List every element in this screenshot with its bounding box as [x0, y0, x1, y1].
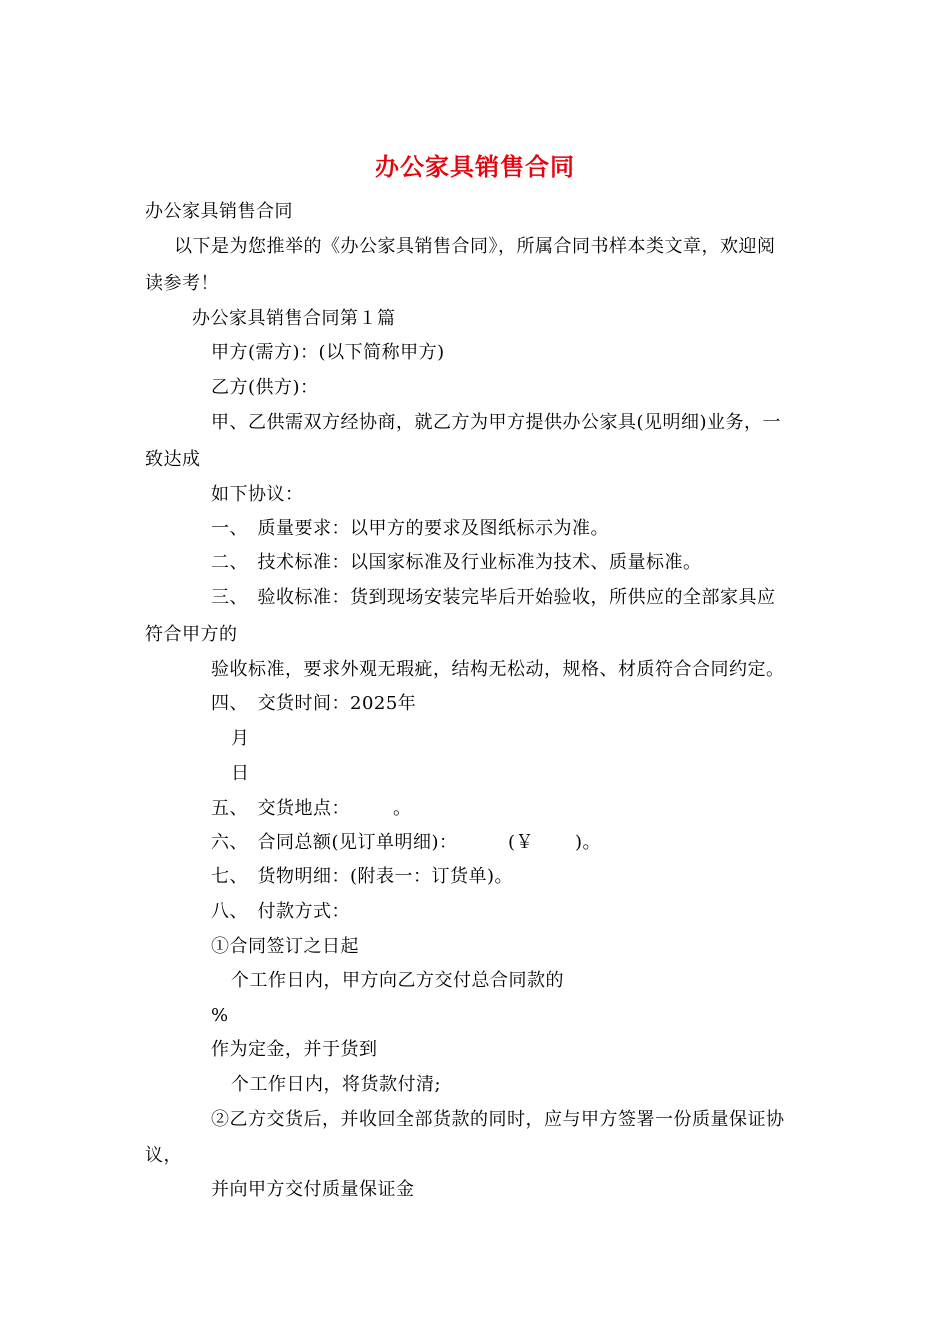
clause-1: 一、 质量要求：以甲方的要求及图纸标示为准。	[211, 518, 609, 539]
clause-5: 五、 交货地点：	[211, 798, 350, 819]
agreement-line-3: 如下协议：	[211, 484, 304, 505]
clause-6: 六、 合同总额(见订单明细)：	[211, 832, 458, 853]
clause-4: 四、 交货时间：2025年	[211, 693, 417, 714]
party-b: 乙方(供方)：	[211, 377, 319, 398]
payment-1-line-1: ①合同签订之日起	[211, 936, 359, 957]
doc-subtitle: 办公家具销售合同	[145, 201, 293, 222]
clause-6-amount-open: (￥	[508, 832, 535, 853]
payment-2-line-1: ②乙方交货后，并收回全部货款的同时，应与甲方签署一份质量保证协	[211, 1109, 785, 1130]
clause-4-day: 日	[231, 763, 250, 784]
clause-3-line-2: 符合甲方的	[145, 624, 238, 645]
payment-1-percent: %	[211, 1005, 229, 1026]
intro-line-1: 以下是为您推举的《办公家具销售合同》，所属合同书样本类文章，欢迎阅	[174, 236, 776, 257]
payment-1-line-3: 作为定金，并于货到	[211, 1039, 378, 1060]
clause-7: 七、 货物明细：(附表一：订货单)。	[211, 866, 514, 887]
clause-8: 八、 付款方式：	[211, 901, 350, 922]
clause-2: 二、 技术标准：以国家标准及行业标准为技术、质量标准。	[211, 552, 702, 573]
intro-line-2: 读参考！	[145, 273, 219, 294]
clause-3-line-1: 三、 验收标准：货到现场安装完毕后开始验收，所供应的全部家具应	[211, 587, 776, 608]
clause-4-month: 月	[231, 728, 250, 749]
payment-2-line-3: 并向甲方交付质量保证金	[211, 1179, 415, 1200]
clause-3-line-3: 验收标准，要求外观无瑕疵，结构无松动，规格、材质符合合同约定。	[211, 659, 785, 680]
clause-6-amount-close: )。	[575, 832, 602, 853]
section-heading: 办公家具销售合同第１篇	[192, 308, 396, 329]
payment-1-line-2: 个工作日内，甲方向乙方交付总合同款的	[231, 970, 564, 991]
payment-2-line-2: 议，	[145, 1145, 182, 1166]
clause-5-end: 。	[393, 798, 412, 819]
payment-1-line-4: 个工作日内，将货款付清;	[231, 1074, 442, 1095]
party-a: 甲方(需方)：(以下简称甲方)	[211, 342, 445, 363]
document-title: 办公家具销售合同	[375, 152, 575, 181]
agreement-line-1: 甲、乙供需双方经协商，就乙方为甲方提供办公家具(见明细)业务，一	[211, 412, 782, 433]
agreement-line-2: 致达成	[145, 449, 201, 470]
